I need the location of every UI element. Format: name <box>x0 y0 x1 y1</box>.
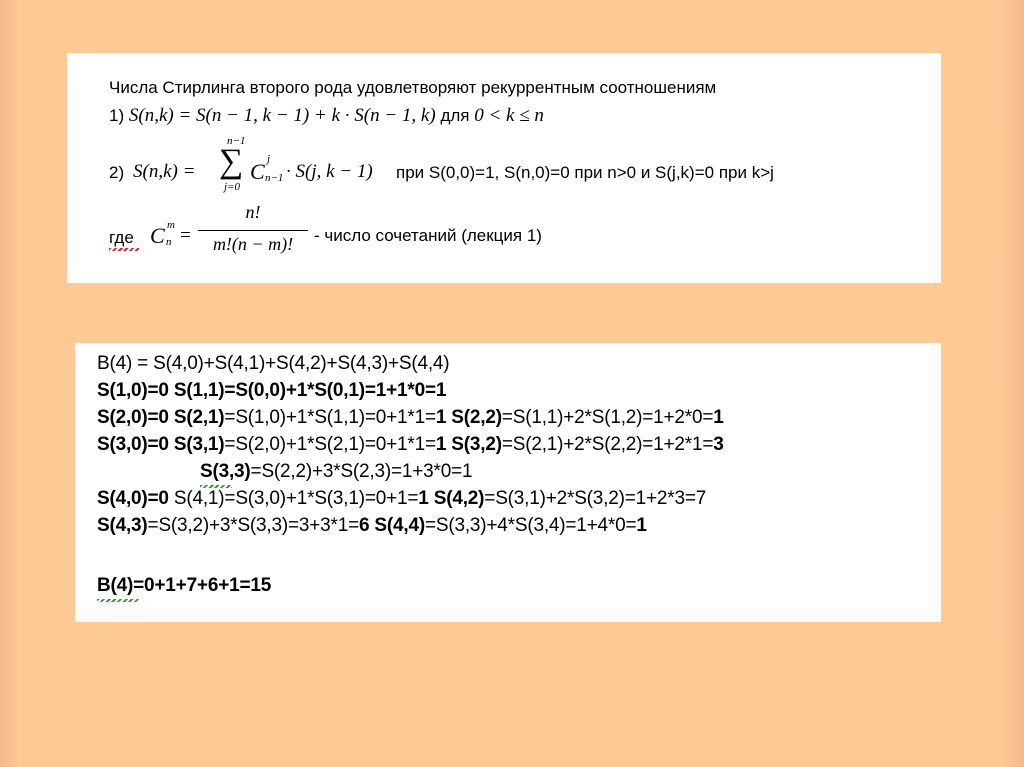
s21-result: 1 <box>435 407 447 428</box>
s42-label: S(4,2) <box>428 488 485 509</box>
combination-superscript: j <box>267 153 271 165</box>
line-s1 <box>97 380 446 402</box>
line-b4-definition: B(4) = S(4,0)+S(4,1)+S(4,2)+S(4,3)+S(4,4) <box>97 353 450 374</box>
example-panel <box>75 343 941 622</box>
s1-calc: =S(0,0)+1*S(0,1)=1+1*0=1 <box>224 380 447 401</box>
slide-edge-right <box>1002 0 1024 767</box>
fraction-bar <box>198 230 308 231</box>
s3-bold-part: S(3,0)=0 S(3,1) <box>97 434 225 455</box>
s21-calc: =S(1,0)+1*S(1,1)=0+1*1= <box>224 407 436 428</box>
s33-calc: =S(2,2)+3*S(2,3)=1+3*0=1 <box>250 461 473 482</box>
comb-subscript: n <box>166 236 172 248</box>
sum-symbol: ∑ <box>219 143 244 180</box>
formula-2-lhs: S(n,k) = <box>133 161 196 182</box>
s31-calc: =S(2,0)+1*S(2,1)=0+1*1= <box>224 434 436 455</box>
line-b4-result <box>97 575 271 597</box>
fraction-denominator: m!(n − m)! <box>212 234 294 254</box>
sum-lower-limit: j=0 <box>224 181 240 193</box>
s43-calc: =S(3,2)+3*S(3,3)=3+3*1= <box>147 515 359 536</box>
s44-calc: =S(3,3)+4*S(3,4)=1+4*0= <box>424 515 637 536</box>
formula-1-expression: S(n,k) = S(n − 1, k − 1) + k · S(n − 1, k) <box>128 105 436 126</box>
formula-2-number: 2) <box>109 163 125 182</box>
s22-result: 1 <box>713 407 724 428</box>
grammar-underline-result <box>97 599 139 602</box>
line-s43 <box>97 515 647 537</box>
spellcheck-underline <box>109 248 139 251</box>
s22-calc: =S(1,1)+2*S(1,2)=1+2*0= <box>501 407 714 428</box>
s41-result: 1 <box>418 488 429 509</box>
comb-symbol: C <box>150 223 165 248</box>
line-s3 <box>97 434 724 456</box>
s44-result: 1 <box>636 515 647 536</box>
formula-2-conditions: при S(0,0)=1, S(n,0)=0 при n>0 и S(j,k)=0 при k>j <box>396 163 774 182</box>
fraction-numerator: n! <box>245 202 261 222</box>
comb-description: - число сочетаний (лекция 1) <box>314 226 542 245</box>
s40-bold: S(4,0)=0 <box>97 488 169 509</box>
slide-edge-left <box>0 0 20 767</box>
definition-panel <box>67 53 941 283</box>
comb-superscript: m <box>167 219 175 231</box>
formula-2-rest: · S(j, k − 1) <box>286 161 373 182</box>
sum-upper-limit: n−1 <box>227 135 246 147</box>
s44-label: S(4,4) <box>369 515 425 536</box>
comb-equals: = <box>180 225 191 246</box>
s32-result: 3 <box>713 434 724 455</box>
intro-text: Числа Стирлинга второго рода удовлетворяют рекуррентным соотношениям <box>109 78 717 97</box>
s43-result: 6 <box>358 515 370 536</box>
formula-1-number: 1) <box>109 106 125 125</box>
s42-calc: =S(3,1)+2*S(3,2)=1+2*3=7 <box>484 488 707 509</box>
combination-symbol: C <box>250 159 265 184</box>
s32-label: S(3,2) <box>446 434 502 455</box>
s43-label: S(4,3) <box>97 515 148 536</box>
s31-result: 1 <box>435 434 447 455</box>
b4-total: B(4)=0+1+7+6+1=15 <box>97 575 272 596</box>
where-word: где <box>109 228 134 247</box>
combination-subscript: n−1 <box>265 172 284 184</box>
formula-1-condition: 0 < k ≤ n <box>474 105 544 126</box>
s2-bold-part: S(2,0)=0 S(2,1) <box>97 407 225 428</box>
line-s4 <box>97 488 706 510</box>
s33-label: S(3,3) <box>200 461 251 482</box>
s32-calc: =S(2,1)+2*S(2,2)=1+2*1= <box>501 434 714 455</box>
formula-1 <box>109 105 544 127</box>
s41-calc: S(4,1)=S(3,0)+1*S(3,1)=0+1= <box>168 488 419 509</box>
line-s33 <box>200 461 472 483</box>
line-s2 <box>97 407 724 429</box>
formula-1-condition-word: для <box>440 106 470 125</box>
s1-bold-part: S(1,0)=0 S(1,1) <box>97 380 225 401</box>
s22-label: S(2,2) <box>446 407 502 428</box>
